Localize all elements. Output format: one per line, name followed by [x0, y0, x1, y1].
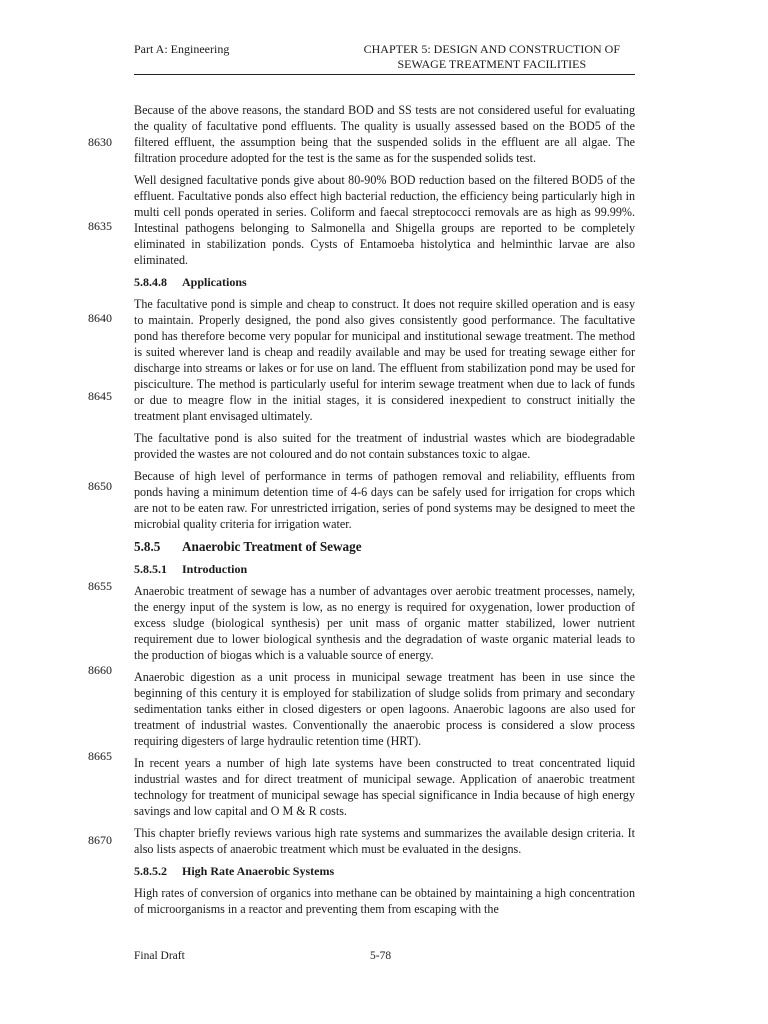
paragraph: Well designed facultative ponds give about 80-90% BOD reduction based on the filtered BOD5 of the effluent. Facultative ponds also effect high bacterial reduction, the efficiency being particularly high in multi cell ponds operated in series. Coliform and faecal streptococci removals are as high as 99.99%. Intestinal pathogens belonging to Salmonella and Shigella groups are reported to be completely eliminated in stabilization ponds. Cysts of Entamoeba histolytica and helminthic larvae are also eliminated.: [134, 173, 635, 267]
section-heading: [134, 274, 635, 290]
page-number: 5-78: [370, 950, 392, 962]
section-title: High Rate Anaerobic Systems: [182, 864, 335, 878]
paragraph: The facultative pond is simple and cheap to construct. It does not require skilled operation and is easy to maintain. Properly designed, the pond also gives consistently good performance. The facultative pond has therefore become very popular for municipal and institutional sewage treatment. The method is suited wherever land is cheap and readily available and may be used for treating sewage either for discharge into streams or lakes or for use on land. The effluent from stabilization pond may be used for pisciculture. The method is particularly useful for interim sewage treatment when due to lack of funds or due to meagre flow in the initial stages, it is considered inexpedient to construct initially the treatment plant envisaged ultimately.: [134, 297, 635, 423]
paragraph: Anaerobic digestion as a unit process in municipal sewage treatment has been in use since the beginning of this century it is employed for stabilization of sludge solids from primary and secondary sedimentation tanks either in closed digesters or open lagoons. Anaerobic lagoons are also used for treatment of industrial wastes. Conventionally the anaerobic process is considered a slow process requiring digesters of large hydraulic retention time (HRT).: [134, 670, 635, 748]
line-number: 8650: [88, 479, 112, 493]
section-number: 5.8.5.1: [134, 562, 167, 576]
paragraph: Because of the above reasons, the standard BOD and SS tests are not considered useful for evaluating the quality of facultative pond effluents. The quality is usually assessed based on the BOD5 of the filtered effluent, the assumption being that the suspended solids in the effluent are all algae. The filtration procedure adopted for the test is the same as for the suspended solids test.: [134, 103, 635, 165]
paragraph: Because of high level of performance in terms of pathogen removal and reliability, effluents from ponds having a minimum detention time of 4-6 days can be safely used for irrigation for crops which are not to be eaten raw. For unrestricted irrigation, series of pond systems may be designed to meet the microbial quality criteria for irrigation water.: [134, 469, 635, 531]
section-heading: [134, 538, 635, 555]
document-body: [134, 102, 635, 923]
section-number: 5.8.4.8: [134, 275, 167, 289]
page-header-right: [364, 42, 620, 72]
line-number: 8640: [88, 311, 112, 325]
section-number: 5.8.5.2: [134, 864, 167, 878]
line-number: 8635: [88, 219, 112, 233]
header-chapter-line1: CHAPTER 5: DESIGN AND CONSTRUCTION OF: [363, 42, 620, 56]
line-number: 8655: [88, 579, 112, 593]
page-header-left: Part A: Engineering: [134, 42, 230, 56]
section-heading: [134, 863, 635, 879]
header-rule: [134, 74, 635, 75]
section-title: Anaerobic Treatment of Sewage: [182, 539, 362, 554]
header-chapter-line2: SEWAGE TREATMENT FACILITIES: [397, 57, 587, 71]
paragraph: Anaerobic treatment of sewage has a number of advantages over aerobic treatment processes, namely, the energy input of the system is low, as no energy is required for oxygenation, lower production of excess sludge (biological synthesis) per unit mass of organic matter stabilized, lower nutrient requirement due to lower biological synthesis and the degradation of waste organic material leads to the production of biogas which is a valuable source of energy.: [134, 584, 635, 662]
section-number: 5.8.5: [134, 539, 161, 554]
footer-label: Final Draft: [134, 950, 185, 962]
line-number: 8630: [88, 135, 112, 149]
section-title: Introduction: [182, 562, 248, 576]
paragraph: The facultative pond is also suited for the treatment of industrial wastes which are biodegradable provided the wastes are not coloured and do not contain substances toxic to algae.: [134, 431, 635, 461]
line-number: 8645: [88, 389, 112, 403]
line-number: 8670: [88, 833, 112, 847]
section-title: Applications: [182, 275, 247, 289]
section-heading: [134, 561, 635, 577]
line-number: 8665: [88, 749, 112, 763]
paragraph: This chapter briefly reviews various high rate systems and summarizes the available design criteria. It also lists aspects of anaerobic treatment which must be evaluated in the designs.: [134, 826, 635, 856]
paragraph: High rates of conversion of organics into methane can be obtained by maintaining a high concentration of microorganisms in a reactor and preventing them from escaping with the: [134, 886, 635, 916]
paragraph: In recent years a number of high late systems have been constructed to treat concentrated liquid industrial wastes and for direct treatment of municipal sewage. Application of anaerobic treatment technology for treatment of municipal sewage has special significance in India because of high energy savings and low capital and O M & R costs.: [134, 756, 635, 818]
line-number: 8660: [88, 663, 112, 677]
